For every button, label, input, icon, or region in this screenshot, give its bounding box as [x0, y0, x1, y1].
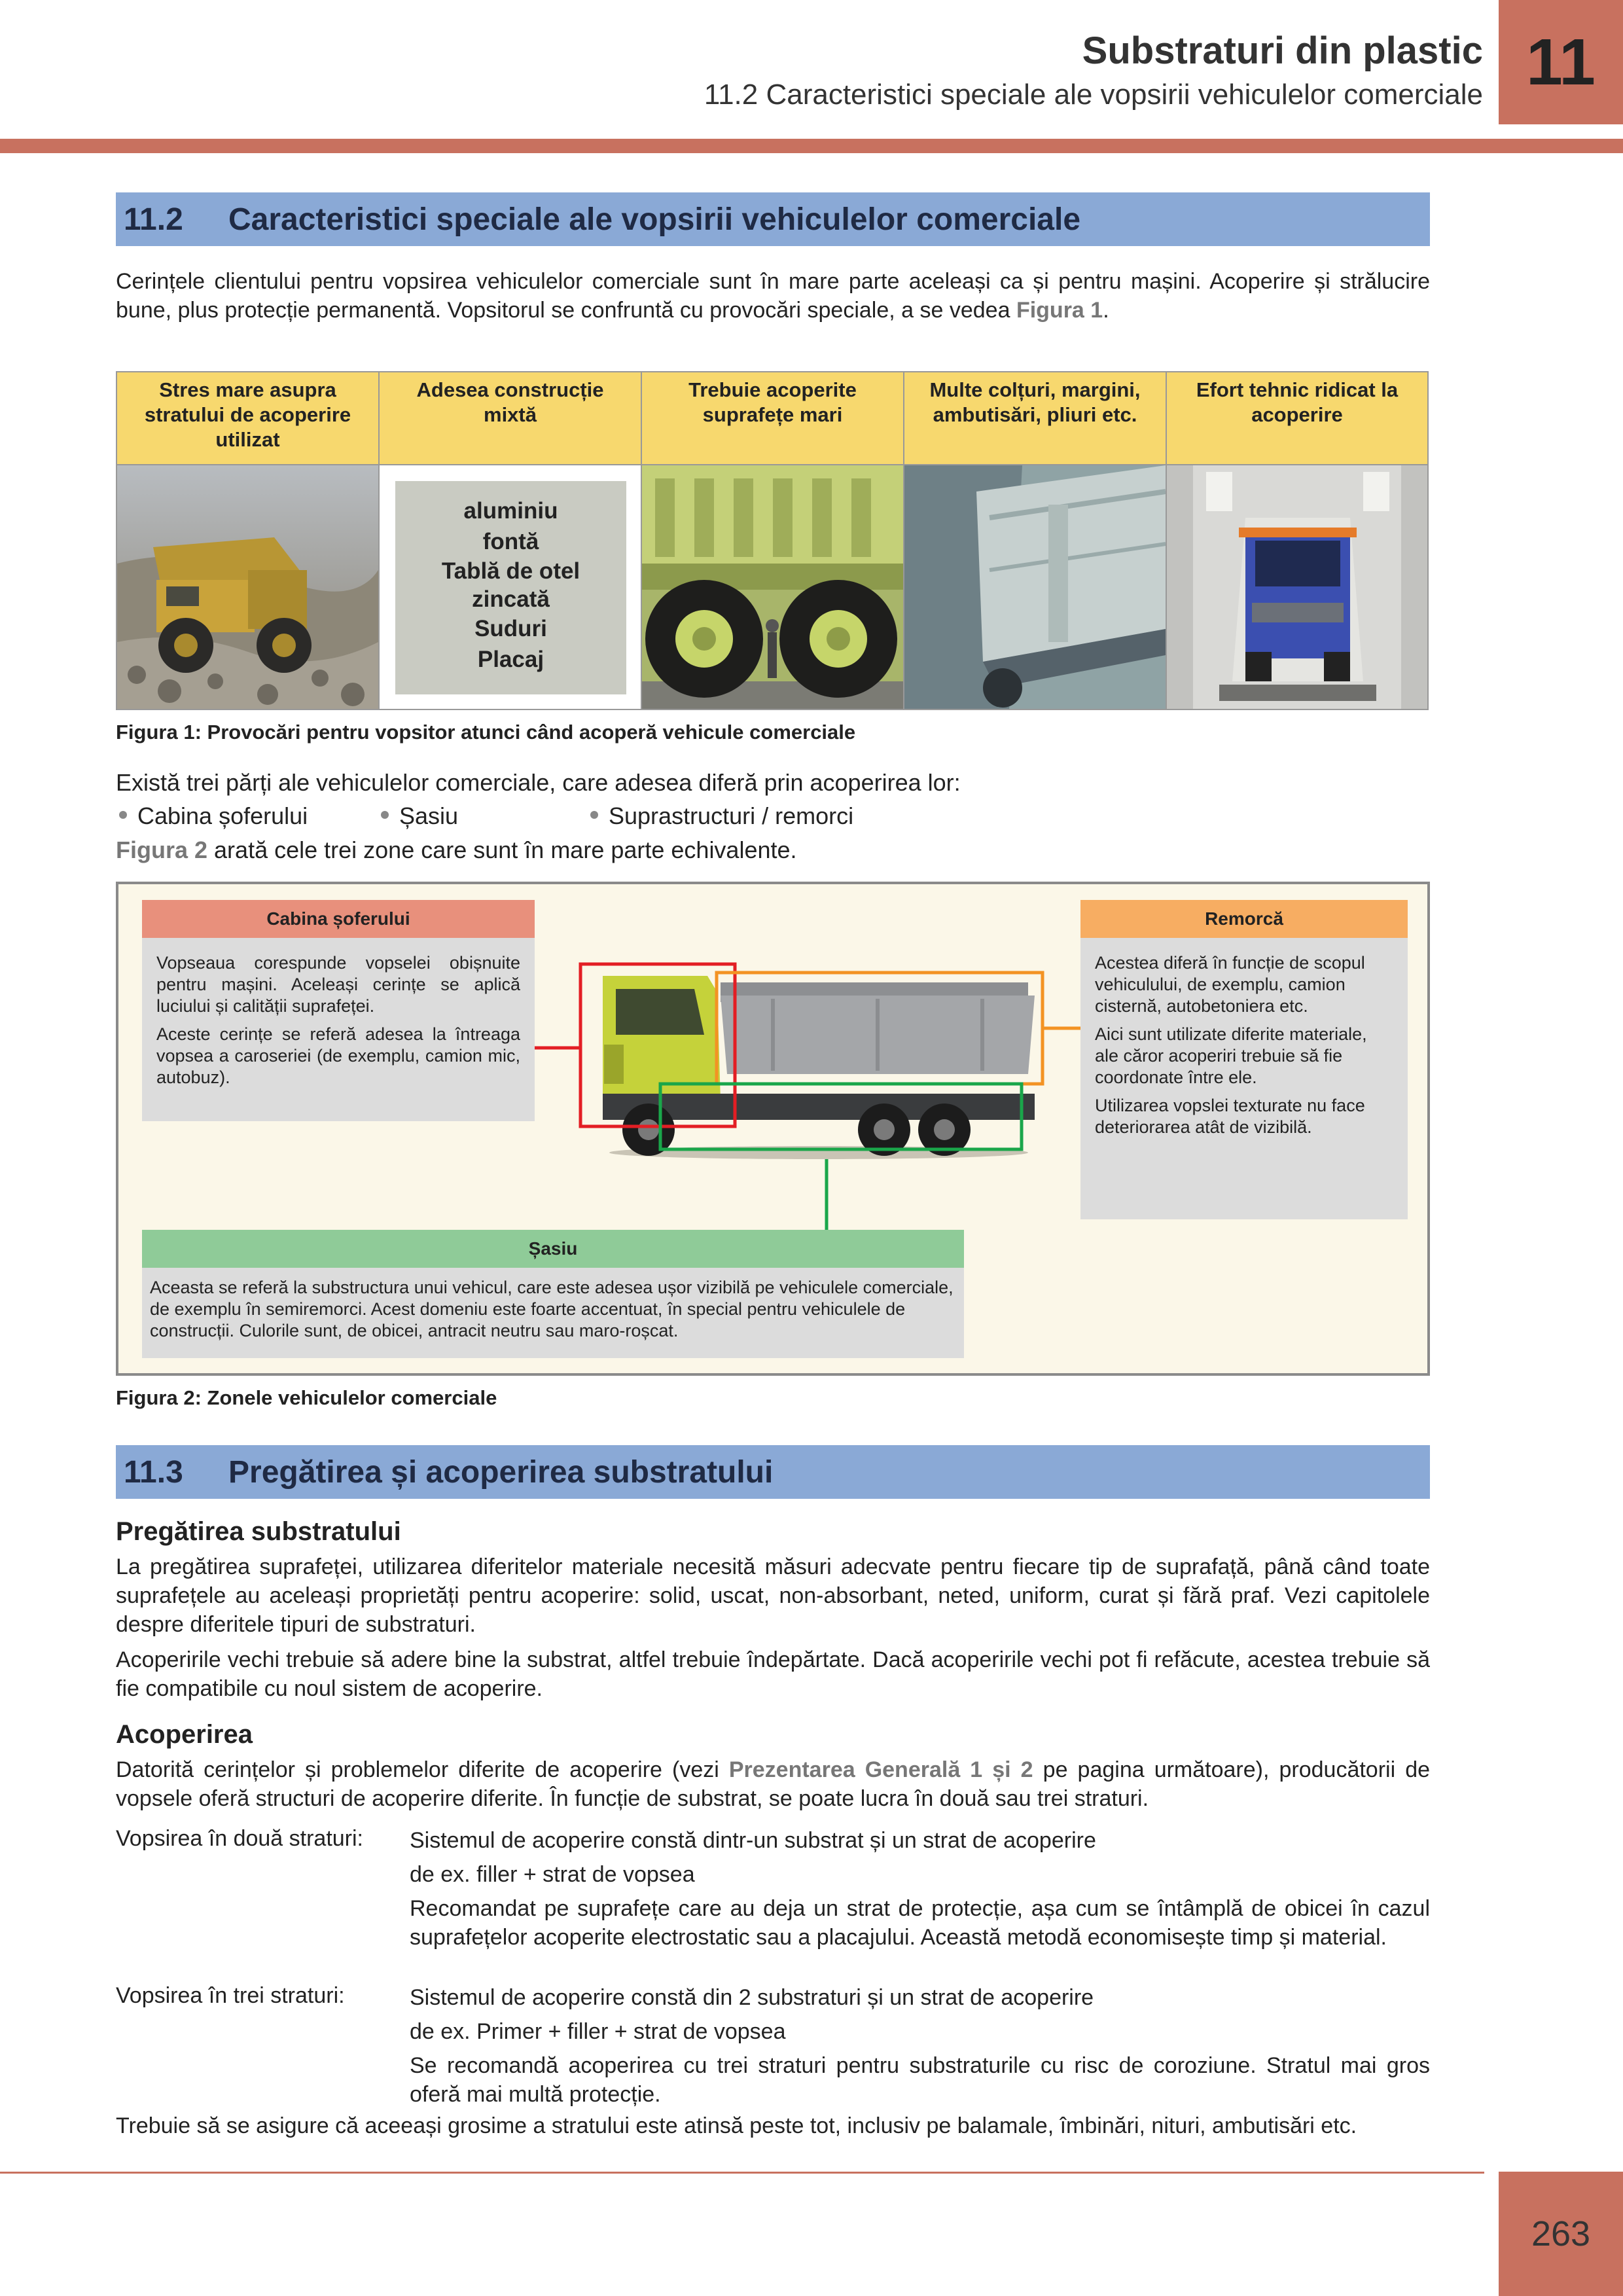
paint-booth-truck-image	[1167, 465, 1427, 709]
chapter-title: Substraturi din plastic	[1082, 29, 1483, 72]
trailer-zone-title: Remorcă	[1080, 900, 1408, 938]
three-layer-example: de ex. Primer + filler + strat de vopsea	[410, 2019, 786, 2044]
footer-divider	[0, 2172, 1484, 2174]
two-layer-definition: Sistemul de acoperire constă dintr-un substrat și un strat de acoperire	[410, 1828, 1096, 1853]
material-item: Suduri	[474, 616, 547, 641]
intro-end: .	[1103, 298, 1109, 323]
list-item	[590, 802, 853, 830]
two-layer-example: de ex. filler + strat de vopsea	[410, 1862, 695, 1887]
figure-1-table	[116, 371, 1429, 710]
figure-1-reference: Figura 1	[1016, 298, 1103, 323]
chassis-zone-title: Șasiu	[142, 1230, 964, 1268]
old-coatings-paragraph: Acoperirile vechi trebuie să adere bine la substrat, altfel trebuie îndepărtate. Dacă acoperirile vechi pot fi refăcute, acestea trebuie să fie compatibile cu noul sistem de acoperire.	[116, 1647, 1430, 1701]
mining-truck-image	[117, 465, 380, 709]
materials-list	[395, 481, 626, 694]
coating-paragraph	[116, 1755, 1430, 1813]
figure-2-reference: Figura 2	[116, 836, 208, 863]
three-layer-definition: Sistemul de acoperire constă din 2 substraturi și un strat de acoperire	[410, 1985, 1094, 2010]
cab-zone-text: Vopseaua corespunde vopselei obișnuite pentru mașini. Aceleași cerințe se aplică luciului și calității suprafeței.	[156, 953, 520, 1016]
truck-body-detail-image	[904, 465, 1167, 709]
figure-1-caption: Figura 1: Provocări pentru vopsitor atunci când acoperă vehicule comerciale	[116, 721, 856, 744]
truck-zones-illustration	[118, 884, 1427, 1373]
running-section-title: 11.2 Caracteristici speciale ale vopsirii vehiculelor comerciale	[704, 79, 1483, 111]
list-item	[119, 802, 308, 830]
coating-text: Datorită cerințelor și problemelor diferite de acoperire (vezi	[116, 1757, 729, 1782]
list-item-text: Cabina șoferului	[137, 802, 308, 829]
materials-panel	[380, 465, 642, 709]
section-heading-11-3	[116, 1445, 1430, 1499]
section-title: Caracteristici speciale ale vopsirii vehiculelor comerciale	[228, 202, 1081, 237]
large-wheels-image	[642, 465, 904, 709]
figure-2-caption: Figura 2: Zonele vehiculelor comerciale	[116, 1386, 497, 1409]
final-paragraph: Trebuie să se asigure că aceeași grosime a stratului este atinsă peste tot, inclusiv pe balamale, îmbinări, nituri, ambutisări etc.	[116, 2113, 1357, 2138]
trailer-zone-text: Utilizarea vopslei texturate nu face deteriorarea atât de vizibilă.	[1095, 1096, 1365, 1137]
bullet-icon	[119, 811, 127, 819]
cab-zone-text: Aceste cerințe se referă adesea la întreaga vopsea a caroseriei (de exemplu, camion mic, autobuz).	[156, 1024, 520, 1087]
two-layer-label: Vopsirea în două straturi:	[116, 1826, 364, 1851]
section-heading-11-2	[116, 192, 1430, 246]
section-number: 11.2	[124, 202, 183, 237]
coating-text: pe pagina următoare), producătorii de vopsele oferă structuri de acoperire diferite. În funcție de substrat, se poate lucra în două sau trei straturi.	[116, 1757, 1431, 1811]
intro-paragraph	[116, 267, 1430, 325]
section-title: Pregătirea și acoperirea substratului	[228, 1454, 774, 1490]
list-item-text: Șasiu	[399, 802, 459, 829]
list-item	[381, 802, 458, 830]
trailer-zone-text: Acestea diferă în funcție de scopul vehiculului, de exemplu, camion cisternă, autobetoniera etc.	[1095, 953, 1365, 1016]
material-item: aluminiu	[463, 498, 558, 524]
chassis-zone-text: Aceasta se referă la substructura unui vehicul, care este adesea ușor vizibilă pe vehiculele comerciale, de exemplu în semiremorci. Acest domeniu este foarte accentuat, în special pentru vehiculele de construcții. Culorile sunt, de obicei, antracit neutru sau maro-roșcat.	[150, 1278, 954, 1340]
column-header: Multe colțuri, margini, ambutisări, pliuri etc.	[904, 372, 1167, 464]
section-number: 11.3	[124, 1454, 183, 1490]
trailer-zone-text: Aici sunt utilizate diferite materiale, ale căror acoperiri trebuie să fie coordonate între ele.	[1095, 1024, 1367, 1087]
three-layer-label: Vopsirea în trei straturi:	[116, 1983, 345, 2008]
three-layer-recommendation: Se recomandă acoperirea cu trei straturi pentru substraturile cu risc de coroziune. Stratul mai gros oferă mai multă protecție.	[410, 2053, 1430, 2107]
material-item: Tablă de otel zincată	[441, 558, 580, 612]
chapter-number-badge: 11	[1499, 0, 1623, 124]
column-header: Stres mare asupra stratului de acoperire utilizat	[117, 372, 380, 464]
page-number: 263	[1499, 2172, 1623, 2296]
header-divider	[0, 139, 1623, 153]
cab-zone-title: Cabina șoferului	[142, 900, 535, 938]
column-header: Adesea construcție mixtă	[380, 372, 642, 464]
two-layer-recommendation: Recomandat pe suprafețe care au deja un strat de protecție, așa cum se întâmplă de obicei în cazul suprafețelor acoperite electrostatic sau a placajului. Această metodă economisește timp și material.	[410, 1896, 1430, 1950]
material-item: Placaj	[477, 647, 544, 672]
coating-heading: Acoperirea	[116, 1720, 253, 1749]
bullet-icon	[590, 811, 598, 819]
intro-text: Cerințele clientului pentru vopsirea vehiculelor comerciale sunt în mare parte aceleași ca și pentru mașini. Acoperire și strălucire bune, plus protecție permanentă. Vopsitorul se confruntă cu provocări speciale, a se vedea	[116, 269, 1430, 323]
bullet-icon	[381, 811, 389, 819]
figure-2-vehicle-zones	[116, 882, 1430, 1376]
figure-2-intro	[116, 836, 1430, 865]
material-item: fontă	[482, 529, 539, 554]
list-item-text: Suprastructuri / remorci	[609, 802, 854, 829]
column-header: Efort tehnic ridicat la acoperire	[1167, 372, 1427, 464]
column-header: Trebuie acoperite suprafețe mari	[642, 372, 904, 464]
preparation-paragraph: La pregătirea suprafeței, utilizarea diferitelor materiale necesită măsuri adecvate pentru fiecare tip de suprafață, până când toate suprafețele au aceleași proprietăți pentru acoperire: solid, uscat, non-absorbant, neted, uniform, curat și fără praf. Vezi capitolele despre diferitele tipuri de substraturi.	[116, 1554, 1430, 1637]
parts-intro: Există trei părți ale vehiculelor comerciale, care adesea diferă prin acoperirea lor:	[116, 769, 961, 796]
preparation-heading: Pregătirea substratului	[116, 1517, 401, 1546]
figure-2-intro-text: arată cele trei zone care sunt în mare parte echivalente.	[207, 836, 797, 863]
overview-reference: Prezentarea Generală 1 și 2	[728, 1757, 1033, 1782]
